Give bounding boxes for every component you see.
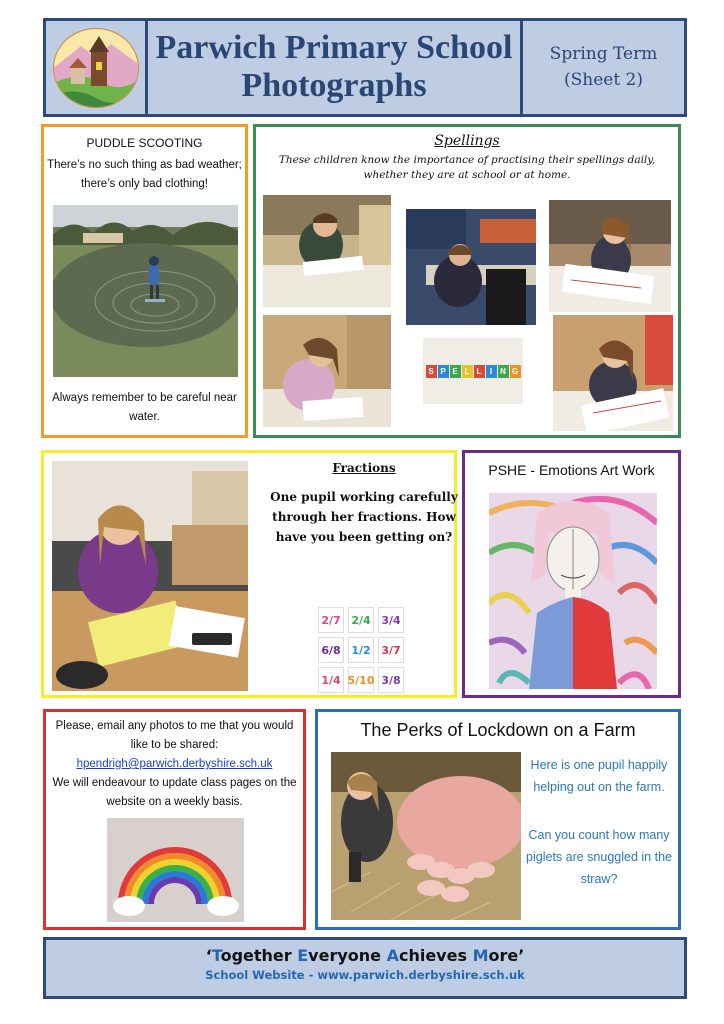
fraction-tile: 1/2 (348, 637, 374, 663)
fraction-tile: 2/7 (318, 607, 344, 633)
spelling-photo-1 (263, 195, 391, 307)
motto-part: chieves (398, 946, 473, 965)
motto-initial: E (297, 946, 309, 965)
letter-block: P (438, 365, 449, 378)
logo-cell (46, 21, 148, 114)
pshe-title: PSHE - Emotions Art Work (488, 462, 655, 478)
spellings-title: Spellings (434, 133, 500, 149)
farm-text-2: Can you count how many piglets are snuggled in the straw? (526, 828, 672, 886)
motto-part: ore’ (488, 946, 525, 965)
letter-block: S (426, 365, 437, 378)
school-logo (51, 26, 141, 110)
letter-block: G (510, 365, 521, 378)
fraction-tile: 3/7 (378, 637, 404, 663)
page-title: Parwich Primary School (155, 29, 513, 66)
spelling-photo-5 (553, 315, 673, 431)
farm-title: The Perks of Lockdown on a Farm (360, 720, 636, 740)
emotions-artwork (489, 493, 657, 689)
sheet-label: (Sheet 2) (563, 70, 644, 90)
farm-text-1: Here is one pupil happily helping out on the farm. (530, 758, 668, 794)
fraction-tile: 6/8 (318, 637, 344, 663)
rainbow-artwork (107, 818, 244, 922)
fraction-tile: 3/8 (378, 667, 404, 693)
fractions-title: Fractions (332, 461, 396, 475)
fraction-tile: 1/4 (318, 667, 344, 693)
pshe-panel (462, 450, 681, 698)
title-cell (148, 21, 523, 114)
email-text (46, 717, 303, 812)
page-header (43, 18, 687, 117)
letter-block: L (462, 365, 473, 378)
email-link[interactable]: hpendrigh@parwich.derbyshire.sch.uk (76, 758, 273, 770)
page-footer (43, 937, 687, 999)
spelling-photo-4 (263, 315, 391, 427)
school-motto (46, 946, 684, 965)
puddle-title: PUDDLE SCOOTING (86, 136, 203, 150)
term-cell (523, 21, 684, 114)
piglets-photo (331, 752, 521, 920)
letter-block: N (498, 365, 509, 378)
email-text-after: We will endeavour to update class pages on the website on a weekly basis. (52, 777, 297, 808)
email-text-before: Please, email any photos to me that you would like to be shared: (55, 720, 294, 751)
letter-block: L (474, 365, 485, 378)
fractions-panel (41, 450, 457, 698)
email-panel (43, 709, 306, 930)
fractions-photo (52, 461, 248, 691)
fraction-tiles (318, 607, 408, 693)
fraction-tile: 2/4 (348, 607, 374, 633)
puddle-text-top: There’s no such thing as bad weather; there’s only bad clothing! (47, 159, 242, 190)
school-website-link[interactable]: School Website - www.parwich.derbyshire.sch.uk (205, 968, 525, 982)
motto-initial: M (472, 946, 489, 965)
letter-block: E (450, 365, 461, 378)
motto-part: ogether (220, 946, 298, 965)
term-label: Spring Term (549, 44, 658, 64)
fractions-text: One pupil working carefully through her fractions. How have you been getting on? (270, 490, 458, 544)
spelling-photo-2 (406, 209, 536, 325)
puddle-photo (53, 205, 238, 377)
page-subtitle: Photographs (241, 67, 427, 104)
motto-initial: T (211, 946, 221, 965)
spellings-panel (253, 124, 681, 438)
puddle-scooting-panel (41, 124, 248, 438)
puddle-text-bottom: Always remember to be careful near water. (52, 392, 237, 423)
letter-block: I (486, 365, 497, 378)
spelling-blocks-photo (423, 338, 523, 404)
fraction-tile: 5/10 (348, 667, 374, 693)
motto-part: ‘ (205, 946, 212, 965)
spelling-photo-3 (549, 200, 671, 312)
spellings-text: These children know the importance of practising their spellings daily, whether they are at school or at home. (278, 154, 656, 181)
motto-initial: A (386, 946, 399, 965)
motto-part: veryone (308, 946, 387, 965)
fraction-tile: 3/4 (378, 607, 404, 633)
farm-panel (315, 709, 681, 930)
